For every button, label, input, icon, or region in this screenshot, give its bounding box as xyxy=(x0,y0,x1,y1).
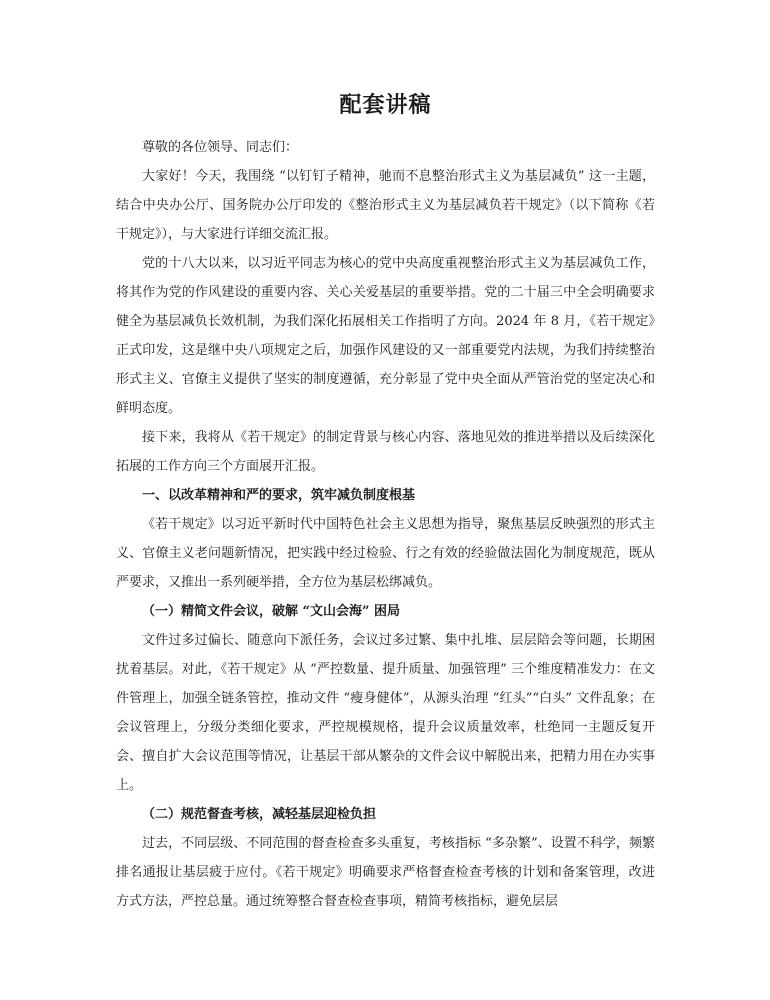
subsection-2-paragraph: 过去，不同层级、不同范围的督查检查多头重复，考核指标 “多杂繁”、设置不科学，频繁排名通报让基层疲于应付。《若干规定》明确要求严格督查检查考核的计划和备案管理，改进方式方法，严控总量。通过统筹整合督查检查事项，精简考核指标，避免层层 xyxy=(116,836,655,909)
subsection-1-paragraph: 文件过多过偏长、随意向下派任务，会议过多过繁、集中扎堆、层层陪会等问题，长期困扰着基层。对此，《若干规定》从 “严控数量、提升质量、加强管理” 三个维度精准发力：在文件管理上，加强全链条管控，推动文件 “瘦身健体”，从源头治理 “红头”“白头” 文件乱象；在会议管理上，分级分类细化要求，严控规模规格，提升会议质量效率，杜绝同一主题反复开会、擅自扩大会议范围等情况，让基层干部从繁杂的文件会议中解脱出来，把精力用在办实事上。 xyxy=(116,633,655,793)
paragraph-background: 党的十八大以来，以习近平同志为核心的党中央高度重视整治形式主义为基层减负工作，将其作为党的作风建设的重要内容、关心关爱基层的重要举措。党的二十届三中全会明确要求健全为基层减负长效机制，为我们深化拓展相关工作指明了方向。2024 年 8 月，《若干规定》正式印发，这是继中央八项规定之后，加强作风建设的又一部重要党内法规，为我们持续整治形式主义、官僚主义提供了坚实的制度遵循，充分彰显了党中央全面从严管治党的坚定决心和鲜明态度。 xyxy=(116,256,655,416)
section-1-paragraph: 《若干规定》以习近平新时代中国特色社会主义思想为指导，聚焦基层反映强烈的形式主义、官僚主义老问题新情况，把实践中经过检验、行之有效的经验做法固化为制度规范，既从严要求，又推出一系列硬举措，全方位为基层松绑减负。 xyxy=(116,517,655,590)
salutation: 尊敬的各位领导、同志们： xyxy=(142,140,299,155)
section-1-heading: 一、以改革精神和严的要求，筑牢减负制度根基 xyxy=(142,488,416,503)
subsection-1-heading: （一）精简文件会议，破解 “文山会海” 困局 xyxy=(142,604,401,619)
document-title: 配套讲稿 xyxy=(339,92,432,118)
subsection-2-heading: （二）规范督查考核，减轻基层迎检负担 xyxy=(142,807,377,822)
paragraph-intro: 大家好！今天，我围绕 “以钉钉子精神，驰而不息整治形式主义为基层减负” 这一主题，结合中央办公厅、国务院办公厅印发的《整治形式主义为基层减负若干规定》（以下简称《若干规定》），与大家进行详细交流汇报。 xyxy=(116,169,655,242)
paragraph-outline: 接下来，我将从《若干规定》的制定背景与核心内容、落地见效的推进举措以及后续深化拓展的工作方向三个方面展开汇报。 xyxy=(116,430,655,474)
